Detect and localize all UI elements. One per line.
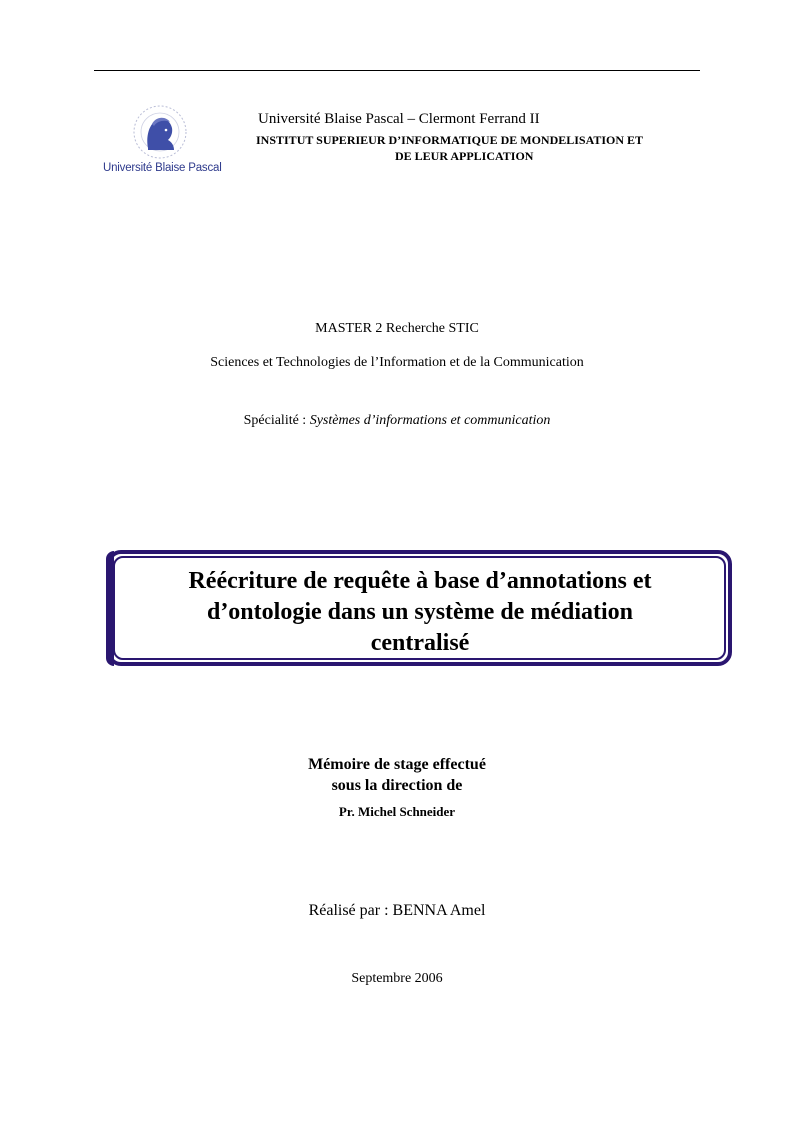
specialty-value: Systèmes d’informations et communication — [309, 413, 551, 428]
supervision-line1: Mémoire de stage effectué — [308, 756, 486, 773]
thesis-title-line3: centralisé — [370, 630, 470, 656]
date: Septembre 2006 — [351, 971, 443, 986]
university-name: Université Blaise Pascal – Clermont Ferrand II — [258, 111, 540, 127]
program-full-name: Sciences et Technologies de l’Information et de la Communication — [210, 355, 584, 370]
specialty-label: Spécialité : — [243, 413, 310, 428]
thesis-title-line2: d’ontologie dans un système de médiation — [206, 599, 634, 625]
supervisor-name: Pr. Michel Schneider — [338, 804, 456, 819]
specialty — [0, 413, 794, 429]
supervision-line2: sous la direction de — [331, 777, 463, 794]
author-line: Réalisé par : BENNA Amel — [308, 902, 486, 919]
university-logo — [100, 98, 230, 180]
supervision-statement — [0, 754, 794, 796]
university-seal-icon — [100, 98, 230, 162]
logo-text: Université Blaise Pascal — [103, 162, 222, 174]
master-program: MASTER 2 Recherche STIC — [315, 321, 479, 336]
thesis-title-line1: Réécriture de requête à base d’annotations et — [188, 568, 652, 594]
institute-name-line2: DE LEUR APPLICATION — [395, 149, 534, 163]
institute-name-line1: INSTITUT SUPERIEUR D’INFORMATIQUE DE MONDELISATION ET — [256, 133, 644, 147]
thesis-title — [120, 566, 720, 659]
top-rule — [94, 70, 700, 71]
